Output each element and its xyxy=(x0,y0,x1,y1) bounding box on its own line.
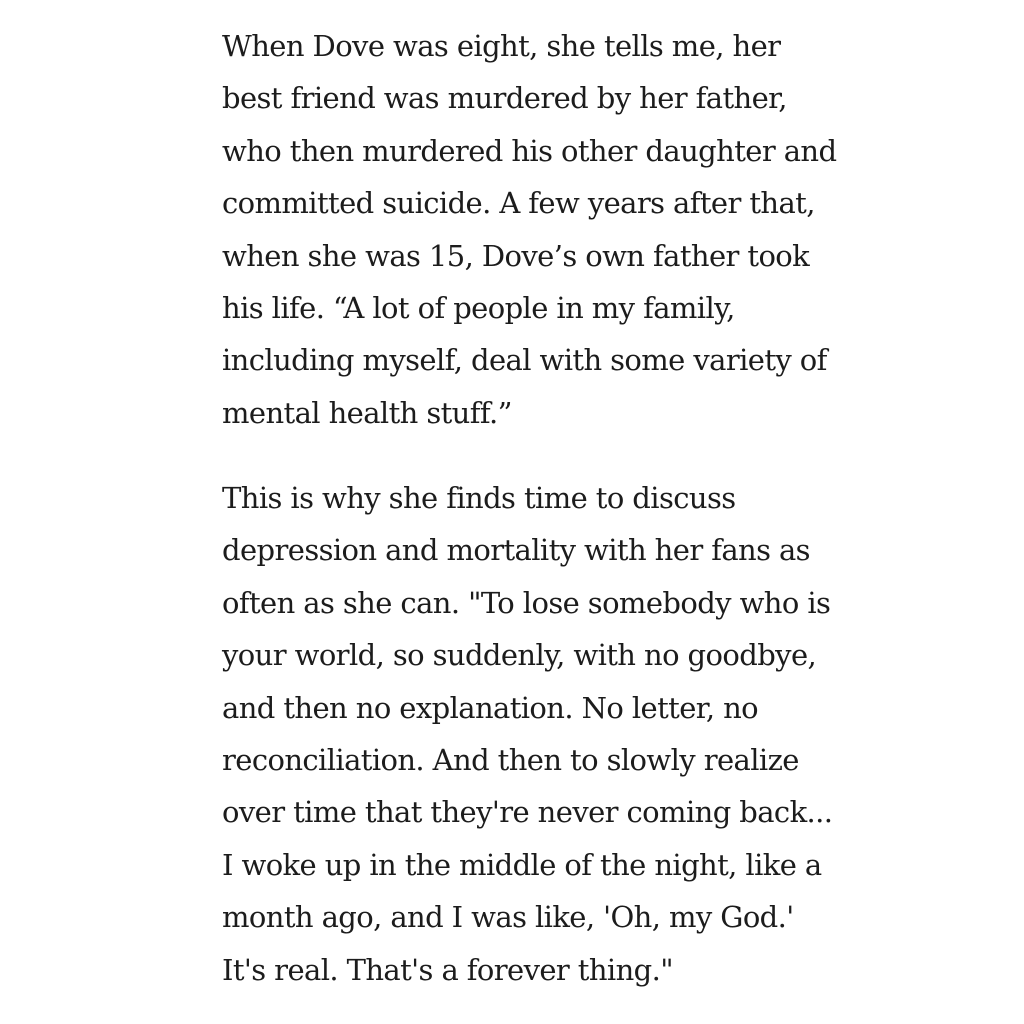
paragraph-line: when she was 15, Dove’s own father took xyxy=(222,238,810,273)
paragraph-line: often as she can. "To lose somebody who is xyxy=(222,585,831,620)
paragraph-line: his life. “A lot of people in my family, xyxy=(222,291,735,326)
paragraph-line: This is why she finds time to discuss xyxy=(222,481,736,515)
paragraph-2 xyxy=(222,472,832,996)
paragraph-line: I woke up in the middle of the night, like a xyxy=(222,847,822,882)
paragraph-line: reconciliation. And then to slowly realize xyxy=(222,743,799,778)
paragraph-line: including myself, deal with some variety of xyxy=(222,343,827,378)
paragraph-line: over time that they're never coming back... xyxy=(222,795,833,830)
paragraph-line: depression and mortality with her fans as xyxy=(222,533,810,568)
paragraph-line: best friend was murdered by her father, xyxy=(222,81,787,116)
paragraph-line: mental health stuff.” xyxy=(222,395,512,430)
paragraph-line: who then murdered his other daughter and xyxy=(222,133,837,168)
paragraph-line: and then no explanation. No letter, no xyxy=(222,690,759,725)
paragraph-line: When Dove was eight, she tells me, her xyxy=(222,29,781,63)
paragraph-line: committed suicide. A few years after that, xyxy=(222,186,815,221)
paragraph-line: your world, so suddenly, with no goodbye, xyxy=(222,638,817,673)
paragraph-1 xyxy=(222,20,836,439)
paragraph-line: It's real. That's a forever thing." xyxy=(222,952,674,987)
paragraph-line: month ago, and I was like, 'Oh, my God.' xyxy=(222,900,794,935)
